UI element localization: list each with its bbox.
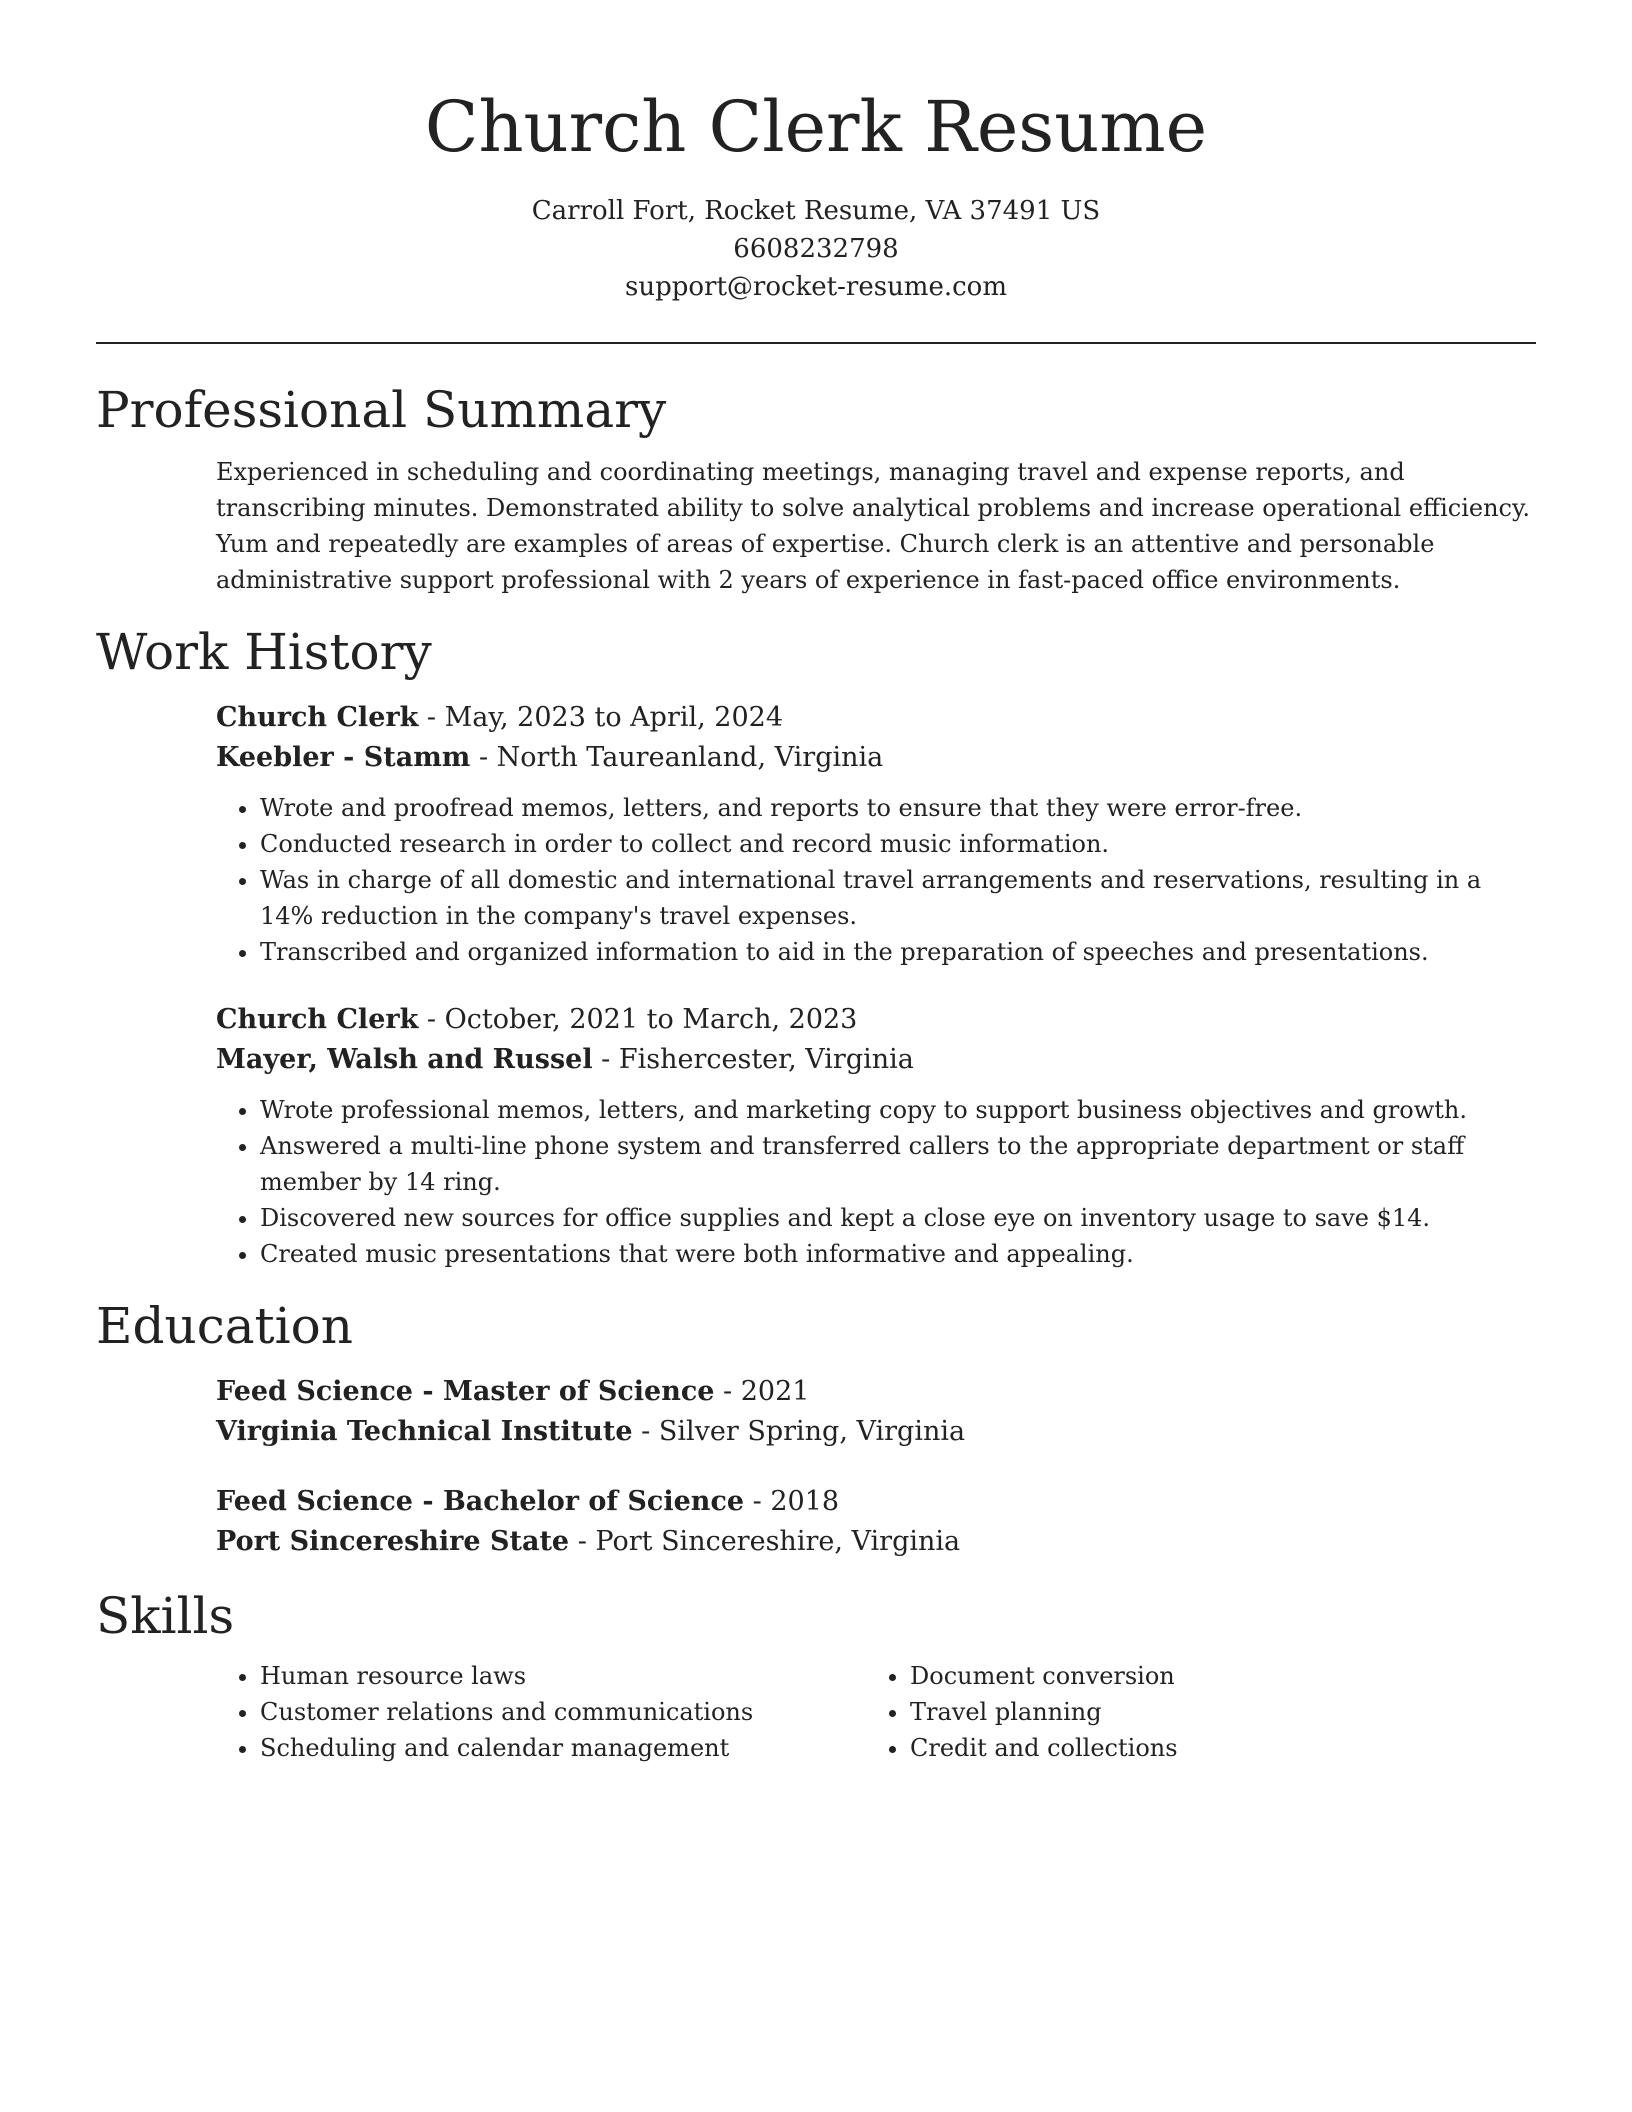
degree: Feed Science - Bachelor of Science	[216, 1486, 745, 1517]
resume-header	[96, 0, 1536, 306]
job-bullets	[216, 790, 1536, 970]
work-history-section	[96, 620, 1536, 1272]
skills-column-left	[216, 1658, 866, 1766]
school: Virginia Technical Institute	[216, 1416, 633, 1447]
job-dates: - May, 2023 to April, 2024	[418, 702, 783, 733]
degree-line	[216, 1372, 1536, 1412]
skill-item: • Human resource laws	[260, 1658, 866, 1694]
job-role: Church Clerk	[216, 1004, 419, 1035]
job-dates: - October, 2021 to March, 2023	[418, 1004, 858, 1035]
school-location: - Silver Spring, Virginia	[632, 1416, 966, 1447]
work-history-heading: Work History	[96, 623, 432, 681]
job-bullet: • Created music presentations that were both informative and appealing.	[260, 1236, 1536, 1272]
skills-heading: Skills	[96, 1587, 235, 1645]
summary-text: Experienced in scheduling and coordinating meetings, managing travel and expense reports, and transcribing minutes. Demonstrated ability to solve analytical problems and increase operational efficiency. Yum and repeatedly are examples of areas of expertise. Church clerk is an attentive and personable administrative support professional with 2 years of experience in fast-paced office environments.	[216, 458, 1530, 594]
resume-title: Church Clerk Resume	[424, 86, 1208, 168]
job-entry	[216, 698, 1536, 970]
school: Port Sincereshire State	[216, 1526, 570, 1557]
skill-item: • Travel planning	[910, 1694, 1516, 1730]
job-company: Mayer, Walsh and Russel	[216, 1044, 593, 1075]
job-entry	[216, 1000, 1536, 1272]
job-bullet: • Discovered new sources for office supplies and kept a close eye on inventory usage to save $14.	[260, 1200, 1536, 1236]
education-heading: Education	[96, 1297, 353, 1355]
job-bullet: • Transcribed and organized information to aid in the preparation of speeches and presentations.	[260, 934, 1536, 970]
job-bullet: • Wrote professional memos, letters, and marketing copy to support business objectives and growth.	[260, 1092, 1536, 1128]
school-line	[216, 1522, 1536, 1562]
job-company-line	[216, 1040, 1536, 1080]
skills-section	[96, 1584, 1536, 1766]
email: support@rocket-resume.com	[624, 272, 1007, 302]
education-entry	[216, 1372, 1536, 1452]
address: Carroll Fort, Rocket Resume, VA 37491 US	[531, 196, 1101, 226]
skills-columns	[216, 1658, 1536, 1766]
job-location: - Fishercester, Virginia	[592, 1044, 914, 1075]
job-title-line	[216, 698, 1536, 738]
skill-item: • Credit and collections	[910, 1730, 1516, 1766]
job-location: - North Taureanland, Virginia	[470, 742, 884, 773]
skills-column-right	[866, 1658, 1516, 1766]
degree-line	[216, 1482, 1536, 1522]
skill-item: • Scheduling and calendar management	[260, 1730, 866, 1766]
contact-info	[96, 192, 1536, 306]
school-line	[216, 1412, 1536, 1452]
job-role: Church Clerk	[216, 702, 419, 733]
job-bullets	[216, 1092, 1536, 1272]
summary-heading: Professional Summary	[96, 381, 667, 439]
job-company-line	[216, 738, 1536, 778]
header-divider	[96, 342, 1536, 344]
job-title-line	[216, 1000, 1536, 1040]
education-section	[96, 1294, 1536, 1562]
graduation-year: - 2018	[744, 1486, 840, 1517]
job-bullet: • Was in charge of all domestic and international travel arrangements and reservations, resulting in a 14% reduction in the company's travel expenses.	[260, 862, 1536, 934]
summary-section	[96, 378, 1536, 598]
job-bullet: • Conducted research in order to collect and record music information.	[260, 826, 1536, 862]
degree: Feed Science - Master of Science	[216, 1376, 715, 1407]
job-company: Keebler - Stamm	[216, 742, 471, 773]
graduation-year: - 2021	[714, 1376, 810, 1407]
skill-item: • Customer relations and communications	[260, 1694, 866, 1730]
education-entry	[216, 1482, 1536, 1562]
skill-item: • Document conversion	[910, 1658, 1516, 1694]
phone: 6608232798	[733, 234, 899, 264]
job-bullet: • Wrote and proofread memos, letters, and reports to ensure that they were error-free.	[260, 790, 1536, 826]
job-bullet: • Answered a multi-line phone system and transferred callers to the appropriate department or staff member by 14 ring.	[260, 1128, 1536, 1200]
school-location: - Port Sincereshire, Virginia	[569, 1526, 961, 1557]
